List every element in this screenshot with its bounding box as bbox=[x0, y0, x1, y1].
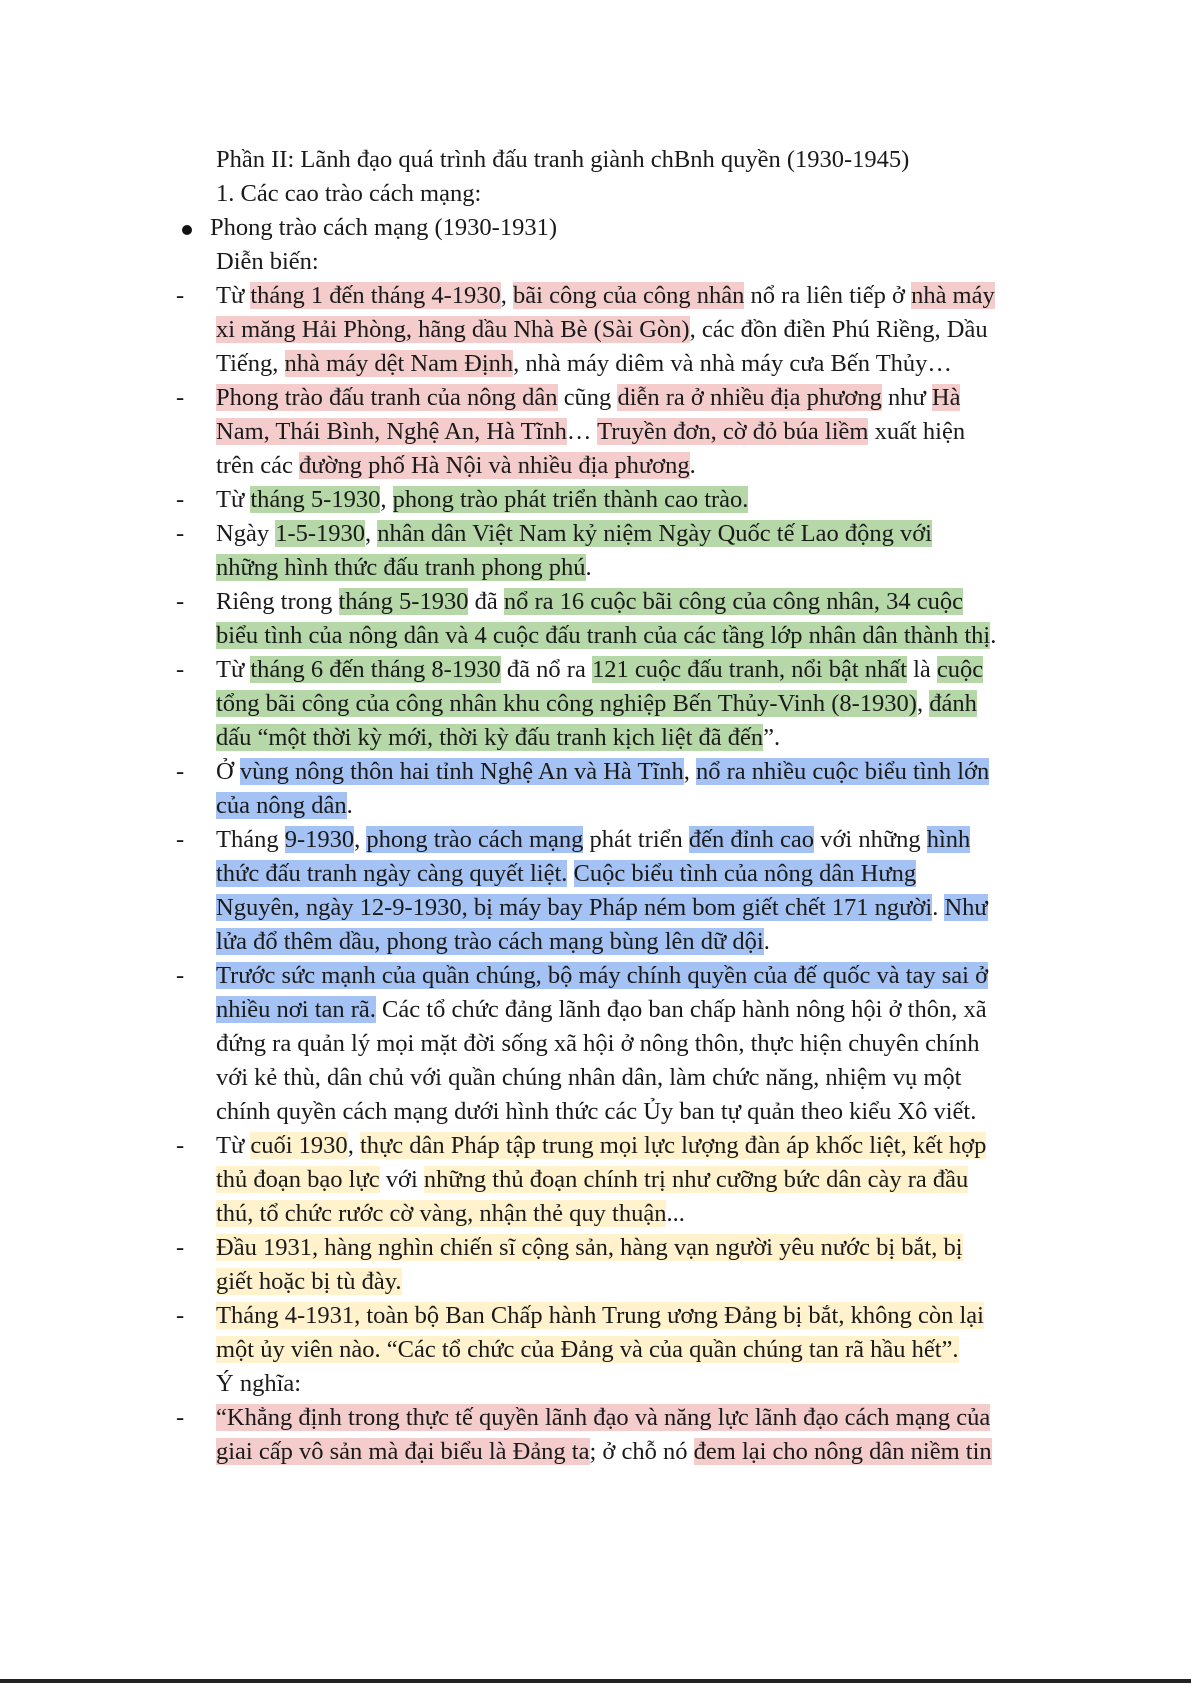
text-segment: , bbox=[500, 282, 514, 309]
highlighted-text-segment: Nguyên, ngày 12-9-1930, bị máy bay Pháp ném bom giết chết 171 người bbox=[216, 894, 933, 921]
highlighted-text-segment: Đầu 1931, hàng nghìn chiến sĩ cộng sản, hàng vạn người yêu nước bị bắt, bị bbox=[216, 1234, 963, 1261]
text-line bbox=[216, 925, 770, 959]
text-line bbox=[216, 687, 977, 721]
highlighted-text-segment: vùng nông thôn hai tỉnh Nghệ An và Hà Tĩnh bbox=[239, 758, 684, 785]
highlighted-text-segment: tháng 1 đến tháng 4-1930 bbox=[250, 282, 501, 309]
highlighted-text-segment: Như bbox=[944, 894, 988, 921]
highlighted-text-segment: tháng 6 đến tháng 8-1930 bbox=[250, 656, 501, 683]
dash-bullet: - bbox=[176, 282, 185, 309]
highlighted-text-segment: 9-1930 bbox=[284, 826, 355, 853]
dash-bullet: - bbox=[176, 656, 185, 683]
text-segment: … bbox=[566, 418, 598, 445]
text-line bbox=[216, 619, 996, 653]
text-line bbox=[216, 449, 696, 483]
text-line bbox=[216, 1401, 990, 1435]
dash-bullet: - bbox=[176, 758, 185, 785]
text-segment: Từ bbox=[216, 1132, 251, 1159]
highlighted-text-segment: Cuộc biểu tình của nông dân Hưng bbox=[573, 860, 917, 887]
highlighted-text-segment: nổ ra nhiều cuộc biểu tình lớn bbox=[696, 758, 990, 785]
highlighted-text-segment: thức đấu tranh ngày càng quyết liệt. bbox=[216, 860, 568, 887]
text-segment: đã bbox=[468, 588, 504, 615]
text-segment: chính quyền cách mạng dưới hình thức các Ủy ban tự quản theo kiểu Xô viết. bbox=[216, 1098, 977, 1125]
text-segment: Từ bbox=[216, 282, 251, 309]
highlighted-text-segment: đường phố Hà Nội và nhiều địa phương bbox=[298, 452, 690, 479]
text-segment: ... bbox=[666, 1200, 685, 1227]
movement-heading: Phong trào cách mạng (1930-1931) bbox=[210, 214, 557, 241]
text-segment: trên các bbox=[216, 452, 299, 479]
text-segment: Riêng trong bbox=[216, 588, 339, 615]
bullet-dot-icon bbox=[182, 225, 192, 235]
text-line bbox=[216, 1129, 986, 1163]
highlighted-text-segment: đánh bbox=[929, 690, 977, 717]
highlighted-text-segment: Nam, Thái Bình, Nghệ An, Hà Tĩnh bbox=[216, 418, 567, 445]
highlighted-text-segment: đến đỉnh cao bbox=[688, 826, 815, 853]
dash-bullet: - bbox=[176, 588, 185, 615]
text-segment: ; ở chỗ nó bbox=[589, 1438, 694, 1465]
highlighted-text-segment: “Khẳng định trong thực tế quyền lãnh đạo và năng lực lãnh đạo cách mạng của bbox=[216, 1404, 991, 1431]
highlighted-text-segment: những hình thức đấu tranh phong phú bbox=[216, 554, 586, 581]
dash-bullet: - bbox=[176, 1404, 185, 1431]
text-line bbox=[216, 959, 988, 993]
text-line bbox=[216, 1027, 980, 1061]
highlighted-text-segment: nhà máy bbox=[911, 282, 995, 309]
text-segment: , bbox=[380, 486, 393, 513]
dien-bien-heading: Diễn biến: bbox=[216, 248, 319, 275]
highlighted-text-segment: phong trào phát triển thành cao trào. bbox=[392, 486, 749, 513]
text-segment: với bbox=[379, 1166, 424, 1193]
text-segment: với những bbox=[814, 826, 927, 853]
dash-bullet: - bbox=[176, 520, 185, 547]
highlighted-text-segment: thực dân Pháp tập trung mọi lực lượng đàn áp khốc liệt, kết hợp bbox=[359, 1132, 987, 1159]
text-segment: cũng bbox=[557, 384, 618, 411]
text-line bbox=[216, 313, 988, 347]
highlighted-text-segment: diễn ra ở nhiều địa phương bbox=[617, 384, 882, 411]
text-segment: đã nổ ra bbox=[500, 656, 592, 683]
highlighted-text-segment: bãi công của công nhân bbox=[513, 282, 745, 309]
text-segment: là bbox=[906, 656, 937, 683]
highlighted-text-segment: cuối 1930 bbox=[250, 1132, 348, 1159]
text-line bbox=[216, 415, 965, 449]
y-nghia-heading: Ý nghĩa: bbox=[216, 1370, 302, 1397]
text-segment: , bbox=[365, 520, 378, 547]
highlighted-text-segment: thủ đoạn bạo lực bbox=[216, 1166, 380, 1193]
text-segment: như bbox=[881, 384, 932, 411]
text-line bbox=[216, 381, 960, 415]
part-title: Phần II: Lãnh đạo quá trình đấu tranh giành chBnh quyền (1930-1945) bbox=[216, 146, 910, 173]
text-segment: nổ ra liên tiếp ở bbox=[744, 282, 912, 309]
highlighted-text-segment: Hà bbox=[931, 384, 961, 411]
highlighted-text-segment: hình bbox=[926, 826, 971, 853]
text-segment: , nhà máy diêm và nhà máy cưa Bến Thủy… bbox=[513, 350, 952, 377]
text-segment: Ở bbox=[216, 758, 240, 785]
text-line bbox=[216, 1095, 976, 1129]
text-line bbox=[216, 755, 989, 789]
text-line bbox=[216, 279, 995, 313]
text-segment: xuất hiện bbox=[868, 418, 966, 445]
text-segment: . bbox=[932, 894, 945, 921]
text-line bbox=[216, 585, 963, 619]
highlighted-text-segment: tháng 5-1930 bbox=[250, 486, 381, 513]
text-segment: , bbox=[347, 1132, 360, 1159]
text-line bbox=[216, 1299, 984, 1333]
text-line bbox=[216, 823, 970, 857]
text-segment: Ngày bbox=[216, 520, 276, 547]
text-segment: . bbox=[763, 928, 770, 955]
text-line bbox=[216, 1197, 685, 1231]
text-line bbox=[216, 789, 353, 823]
highlighted-text-segment: 121 cuộc đấu tranh, nổi bật nhất bbox=[591, 656, 907, 683]
highlighted-text-segment: đem lại cho nông dân niềm tin bbox=[693, 1438, 992, 1465]
text-line bbox=[216, 1265, 402, 1299]
text-segment: Tiếng, bbox=[216, 350, 285, 377]
text-segment: Từ bbox=[216, 656, 251, 683]
highlighted-text-segment: biểu tình của nông dân và 4 cuộc đấu tranh của các tầng lớp nhân dân thành thị bbox=[216, 622, 991, 649]
highlighted-text-segment: một ủy viên nào. “Các tổ chức của Đảng và của quần chúng tan rã hầu hết”. bbox=[216, 1336, 959, 1363]
highlighted-text-segment: giết hoặc bị tù đày. bbox=[216, 1268, 402, 1295]
highlighted-text-segment: Phong trào đấu tranh của nông dân bbox=[216, 384, 558, 411]
text-line bbox=[216, 1061, 961, 1095]
text-segment: phát triển bbox=[583, 826, 689, 853]
dash-bullet: - bbox=[176, 826, 185, 853]
highlighted-text-segment: cuộc bbox=[936, 656, 984, 683]
highlighted-text-segment: những thủ đoạn chính trị như cưỡng bức dân cày ra đầu bbox=[423, 1166, 969, 1193]
text-line bbox=[216, 347, 952, 381]
text-line bbox=[216, 517, 932, 551]
text-line bbox=[216, 1163, 968, 1197]
text-segment: , bbox=[354, 826, 367, 853]
text-line bbox=[216, 653, 983, 687]
highlighted-text-segment: thú, tổ chức rước cờ vàng, nhận thẻ quy thuận bbox=[216, 1200, 667, 1227]
text-segment: với kẻ thù, dân chủ với quần chúng nhân dân, làm chức năng, nhiệm vụ một bbox=[216, 1064, 962, 1091]
text-segment: . bbox=[990, 622, 997, 649]
text-line bbox=[216, 857, 916, 891]
text-segment: , bbox=[683, 758, 696, 785]
dash-bullet: - bbox=[176, 384, 185, 411]
highlighted-text-segment: lửa đổ thêm dầu, phong trào cách mạng bùng lên dữ dội bbox=[216, 928, 764, 955]
highlighted-text-segment: nhân dân Việt Nam kỷ niệm Ngày Quốc tế Lao động với bbox=[377, 520, 932, 547]
text-segment: ”. bbox=[763, 724, 781, 751]
highlighted-text-segment: nhà máy dệt Nam Định bbox=[284, 350, 514, 377]
text-segment: . bbox=[689, 452, 696, 479]
text-segment: Từ bbox=[216, 486, 251, 513]
text-segment: Các tổ chức đảng lãnh đạo ban chấp hành nông hội ở thôn, xã bbox=[375, 996, 987, 1023]
dash-bullet: - bbox=[176, 1234, 185, 1261]
text-line bbox=[216, 1435, 992, 1469]
text-segment: Tháng bbox=[216, 826, 285, 853]
highlighted-text-segment: Trước sức mạnh của quần chúng, bộ máy chính quyền của đế quốc và tay sai ở bbox=[216, 962, 989, 989]
dash-bullet: - bbox=[176, 1132, 185, 1159]
text-line bbox=[216, 721, 780, 755]
text-line bbox=[216, 891, 988, 925]
highlighted-text-segment: giai cấp vô sản mà đại biểu là Đảng ta bbox=[216, 1438, 590, 1465]
dash-bullet: - bbox=[176, 486, 185, 513]
text-segment: . bbox=[585, 554, 592, 581]
section-title: 1. Các cao trào cách mạng: bbox=[216, 180, 482, 207]
dash-bullet: - bbox=[176, 962, 185, 989]
text-segment: , các đồn điền Phú Riềng, Dầu bbox=[689, 316, 988, 343]
highlighted-text-segment: của nông dân bbox=[216, 792, 347, 819]
text-segment bbox=[567, 860, 573, 887]
highlighted-text-segment: xi măng Hải Phòng, hãng dầu Nhà Bè (Sài Gòn) bbox=[216, 316, 690, 343]
text-segment: , bbox=[916, 690, 930, 717]
text-line bbox=[216, 1231, 963, 1265]
highlighted-text-segment: 1-5-1930 bbox=[275, 520, 366, 547]
text-line bbox=[216, 1333, 959, 1367]
highlighted-text-segment: tháng 5-1930 bbox=[338, 588, 469, 615]
highlighted-text-segment: tổng bãi công của công nhân khu công nghiệp Bến Thủy-Vinh (8-1930) bbox=[216, 690, 917, 717]
highlighted-text-segment: dấu “một thời kỳ mới, thời kỳ đấu tranh kịch liệt đã đến bbox=[216, 724, 764, 751]
highlighted-text-segment: phong trào cách mạng bbox=[366, 826, 584, 853]
page-bottom-edge bbox=[0, 1679, 1191, 1683]
highlighted-text-segment: nhiều nơi tan rã. bbox=[216, 996, 376, 1023]
highlighted-text-segment: nổ ra 16 cuộc bãi công của công nhân, 34 cuộc bbox=[503, 588, 964, 615]
text-line bbox=[216, 993, 987, 1027]
highlighted-text-segment: Tháng 4-1931, toàn bộ Ban Chấp hành Trung ương Đảng bị bắt, không còn lại bbox=[216, 1302, 984, 1329]
highlighted-text-segment: Truyền đơn, cờ đỏ búa liềm bbox=[597, 418, 869, 445]
text-line bbox=[216, 483, 748, 517]
text-line bbox=[216, 551, 592, 585]
text-segment: đứng ra quản lý mọi mặt đời sống xã hội ở nông thôn, thực hiện chuyên chính bbox=[216, 1030, 980, 1057]
dash-bullet: - bbox=[176, 1302, 185, 1329]
text-segment: . bbox=[346, 792, 353, 819]
